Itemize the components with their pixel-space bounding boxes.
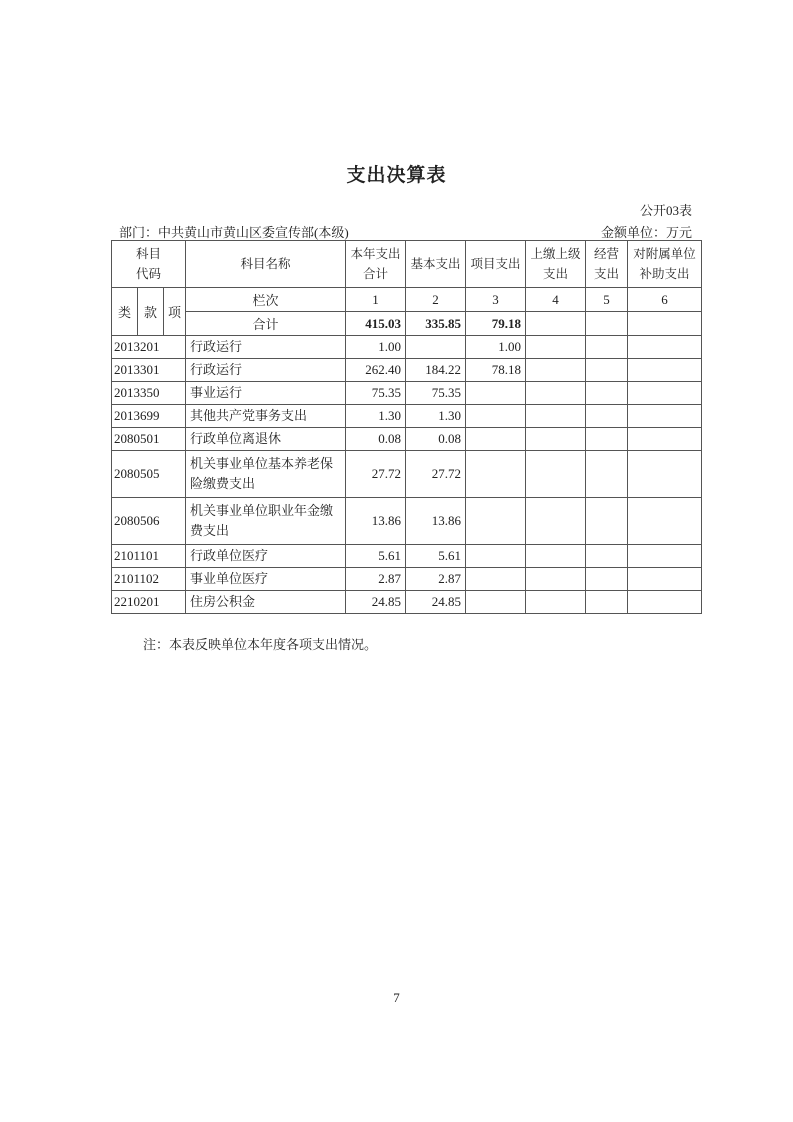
- header-xiang: 项: [164, 288, 186, 336]
- header-subject-code: 科目 代码: [112, 241, 186, 288]
- row-code: 2101102: [112, 568, 186, 591]
- row-total: 75.35: [346, 382, 406, 405]
- row-project: [466, 451, 526, 498]
- row-project: [466, 568, 526, 591]
- row-name: 其他共产党事务支出: [186, 405, 346, 428]
- row-name: 住房公积金: [186, 591, 346, 614]
- row-code: 2013699: [112, 405, 186, 428]
- row-basic: [406, 336, 466, 359]
- row-name: 事业单位医疗: [186, 568, 346, 591]
- index-col: 1: [346, 288, 406, 312]
- row-subsidy: [628, 591, 702, 614]
- row-code: 2013201: [112, 336, 186, 359]
- table-row: [112, 359, 702, 382]
- table-row: [112, 428, 702, 451]
- row-project: 1.00: [466, 336, 526, 359]
- row-upper: [526, 451, 586, 498]
- row-subsidy: [628, 382, 702, 405]
- row-subsidy: [628, 405, 702, 428]
- row-basic: 27.72: [406, 451, 466, 498]
- row-subsidy: [628, 568, 702, 591]
- index-col: 4: [526, 288, 586, 312]
- row-basic: 0.08: [406, 428, 466, 451]
- row-basic: 2.87: [406, 568, 466, 591]
- row-total: 5.61: [346, 545, 406, 568]
- total-project: 79.18: [466, 312, 526, 336]
- row-upper: [526, 428, 586, 451]
- table-row: [112, 382, 702, 405]
- total-label: 合计: [186, 312, 346, 336]
- total-amount: 415.03: [346, 312, 406, 336]
- table-row: [112, 545, 702, 568]
- header-subject-name: 科目名称: [186, 241, 346, 288]
- row-basic: 5.61: [406, 545, 466, 568]
- row-name: 行政运行: [186, 359, 346, 382]
- row-business: [586, 591, 628, 614]
- header-project: 项目支出: [466, 241, 526, 288]
- row-name: 行政单位医疗: [186, 545, 346, 568]
- table-note: 注：本表反映单位本年度各项支出情况。: [143, 637, 378, 652]
- header-lei: 类: [112, 288, 138, 336]
- index-label: 栏次: [186, 288, 346, 312]
- row-upper: [526, 568, 586, 591]
- table-row: [112, 498, 702, 545]
- row-total: 24.85: [346, 591, 406, 614]
- row-name: 行政单位离退休: [186, 428, 346, 451]
- row-total: 0.08: [346, 428, 406, 451]
- row-project: [466, 498, 526, 545]
- row-upper: [526, 498, 586, 545]
- row-business: [586, 359, 628, 382]
- row-name: 机关事业单位基本养老保险缴费支出: [186, 451, 346, 498]
- header-subsidy: 对附属单位 补助支出: [628, 241, 702, 288]
- row-basic: 1.30: [406, 405, 466, 428]
- row-code: 2210201: [112, 591, 186, 614]
- header-total: 本年支出 合计: [346, 241, 406, 288]
- index-col: 5: [586, 288, 628, 312]
- row-name: 机关事业单位职业年金缴费支出: [186, 498, 346, 545]
- table-row: [112, 591, 702, 614]
- header-kuan: 款: [138, 288, 164, 336]
- total-upper: [526, 312, 586, 336]
- row-project: [466, 591, 526, 614]
- row-subsidy: [628, 498, 702, 545]
- row-upper: [526, 382, 586, 405]
- index-col: 6: [628, 288, 702, 312]
- row-business: [586, 545, 628, 568]
- table-row: [112, 336, 702, 359]
- table-row: [112, 568, 702, 591]
- row-business: [586, 405, 628, 428]
- row-business: [586, 428, 628, 451]
- row-project: [466, 428, 526, 451]
- row-upper: [526, 336, 586, 359]
- row-total: 262.40: [346, 359, 406, 382]
- form-number: 公开03表: [639, 203, 692, 218]
- row-code: 2080505: [112, 451, 186, 498]
- row-subsidy: [628, 545, 702, 568]
- row-upper: [526, 591, 586, 614]
- table-row: [112, 451, 702, 498]
- row-code: 2013301: [112, 359, 186, 382]
- total-basic: 335.85: [406, 312, 466, 336]
- index-col: 3: [466, 288, 526, 312]
- header-upper: 上缴上级 支出: [526, 241, 586, 288]
- row-business: [586, 451, 628, 498]
- total-subsidy: [628, 312, 702, 336]
- row-project: 78.18: [466, 359, 526, 382]
- row-name: 行政运行: [186, 336, 346, 359]
- table-row: [112, 405, 702, 428]
- row-name: 事业运行: [186, 382, 346, 405]
- row-upper: [526, 359, 586, 382]
- row-basic: 24.85: [406, 591, 466, 614]
- row-basic: 75.35: [406, 382, 466, 405]
- row-basic: 184.22: [406, 359, 466, 382]
- row-business: [586, 498, 628, 545]
- row-code: 2080506: [112, 498, 186, 545]
- row-code: 2013350: [112, 382, 186, 405]
- header-business: 经营 支出: [586, 241, 628, 288]
- row-project: [466, 382, 526, 405]
- row-project: [466, 405, 526, 428]
- header-basic: 基本支出: [406, 241, 466, 288]
- row-subsidy: [628, 451, 702, 498]
- row-code: 2101101: [112, 545, 186, 568]
- index-col: 2: [406, 288, 466, 312]
- row-total: 13.86: [346, 498, 406, 545]
- row-code: 2080501: [112, 428, 186, 451]
- row-total: 2.87: [346, 568, 406, 591]
- page-title: 支出决算表: [346, 164, 447, 186]
- row-total: 1.30: [346, 405, 406, 428]
- row-upper: [526, 405, 586, 428]
- row-business: [586, 336, 628, 359]
- page-number: 7: [393, 990, 400, 1005]
- row-subsidy: [628, 359, 702, 382]
- row-subsidy: [628, 428, 702, 451]
- row-upper: [526, 545, 586, 568]
- row-total: 1.00: [346, 336, 406, 359]
- row-total: 27.72: [346, 451, 406, 498]
- row-subsidy: [628, 336, 702, 359]
- total-business: [586, 312, 628, 336]
- row-basic: 13.86: [406, 498, 466, 545]
- row-business: [586, 382, 628, 405]
- expenditure-table: [111, 240, 702, 614]
- department-label: 部门：中共黄山市黄山区委宣传部(本级): [119, 225, 349, 240]
- row-project: [466, 545, 526, 568]
- row-business: [586, 568, 628, 591]
- unit-label: 金额单位：万元: [600, 225, 692, 240]
